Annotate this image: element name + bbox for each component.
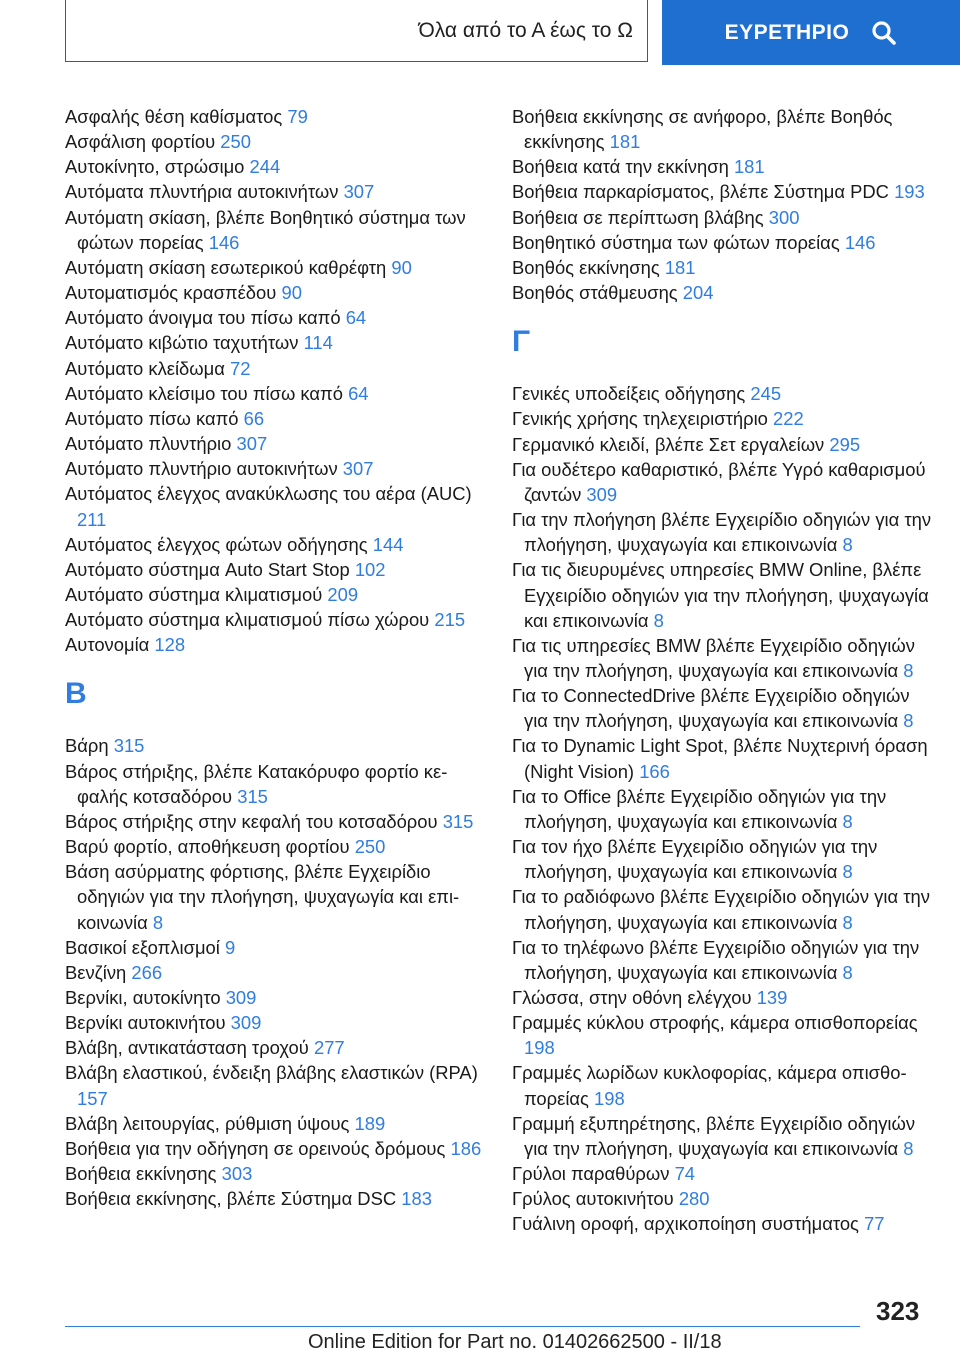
index-list-a bbox=[65, 104, 485, 657]
index-entry-text: Αυτόματο κιβώτιο ταχυτήτων bbox=[65, 332, 299, 354]
index-entry bbox=[512, 784, 932, 834]
index-entry-page-link[interactable]: 114 bbox=[303, 332, 333, 354]
index-entry-text: Γενικές υποδείξεις οδήγησης bbox=[512, 383, 746, 405]
index-entry-text: Αυτόματο σύστημα κλιματισμού bbox=[65, 583, 323, 605]
index-entry-text: Γλώσσα, στην οθόνη ελέγχου bbox=[512, 987, 752, 1008]
index-entry bbox=[65, 356, 485, 381]
index-entry-page-link[interactable]: 8 bbox=[903, 1137, 914, 1159]
index-entry-text: Αυτοματισμός κρασπέδου bbox=[65, 282, 277, 304]
index-entry bbox=[65, 1111, 485, 1136]
index-entry-text: Βάση ασύρματης φόρτισης, βλέπε Εγχειρίδιο οδηγιών για την πλοήγηση, ψυχαγωγία και επικοινωνία bbox=[65, 861, 460, 933]
index-entry-text: Αυτόματο σύστημα κλιματισμού πίσω χώρου bbox=[65, 609, 430, 631]
index-entry-page-link[interactable]: 146 bbox=[208, 231, 240, 253]
index-entry bbox=[512, 457, 932, 507]
index-entry-text: Για την πλοήγηση βλέπε Εγχειρίδιο οδηγιών για την πλοήγηση, ψυχαγωγία και επικοινωνία bbox=[512, 509, 932, 556]
index-entry-text: Βασικοί εξοπλισμοί bbox=[65, 936, 220, 958]
index-entry-page-link[interactable]: 307 bbox=[342, 458, 374, 480]
index-entry-page-link[interactable]: 309 bbox=[586, 483, 618, 505]
index-entry bbox=[65, 960, 485, 985]
index-entry-text: Βλάβη ελαστικού, ένδειξη βλάβης ελαστικών (RPA) bbox=[65, 1062, 478, 1084]
section-letter-b: Β bbox=[65, 677, 87, 711]
index-entry-page-link[interactable]: 9 bbox=[225, 936, 236, 958]
index-entry-page-link[interactable]: 211 bbox=[77, 508, 107, 530]
index-entry-page-link[interactable]: 181 bbox=[609, 131, 641, 153]
index-entry bbox=[65, 607, 485, 632]
index-entry-page-link[interactable]: 215 bbox=[434, 609, 466, 631]
index-entry bbox=[512, 179, 932, 204]
index-entry bbox=[512, 884, 932, 934]
index-entry bbox=[65, 733, 485, 758]
index-entry-page-link[interactable]: 266 bbox=[131, 961, 163, 983]
index-entry-text: Αυτόματη σκίαση εσωτερικού καθρέφτη bbox=[65, 256, 387, 278]
index-entry-text: Αυτόματα πλυντήρια αυτοκινήτων bbox=[65, 181, 339, 203]
index-entry-page-link[interactable]: 144 bbox=[372, 533, 404, 555]
index-entry-text: Γερμανικό κλειδί, βλέπε Σετ εργαλείων bbox=[512, 433, 825, 455]
index-entry bbox=[65, 1010, 485, 1035]
index-entry-text: Αυτόματο πίσω καπό bbox=[65, 407, 239, 429]
index-entry bbox=[512, 1060, 932, 1110]
index-entry-page-link[interactable]: 77 bbox=[864, 1213, 885, 1235]
index-entry bbox=[65, 1136, 485, 1161]
index-entry-page-link[interactable]: 8 bbox=[903, 710, 914, 732]
index-entry bbox=[512, 432, 932, 457]
index-entry-page-link[interactable]: 198 bbox=[594, 1087, 625, 1109]
index-entry-page-link[interactable]: 198 bbox=[524, 1037, 555, 1059]
index-entry-page-link[interactable]: 79 bbox=[287, 106, 308, 127]
index-entry-text: Γενικής χρήσης τηλεχειριστήριο bbox=[512, 408, 768, 430]
index-entry-text: Για τις υπηρεσίες BMW βλέπε Εγχειρίδιο οδηγιών για την πλοήγηση, ψυχαγωγία και επικοινωνία bbox=[512, 634, 915, 681]
index-entry bbox=[65, 859, 485, 934]
index-entry bbox=[512, 935, 932, 985]
index-entry-page-link[interactable]: 277 bbox=[313, 1037, 345, 1059]
index-entry-text: Αυτοκίνητο, στρώσιμο bbox=[65, 156, 245, 178]
index-entry-text: Γρύλοι παραθύρων bbox=[512, 1163, 670, 1185]
index-entry bbox=[512, 1161, 932, 1186]
index-entry bbox=[65, 179, 485, 204]
index-entry bbox=[65, 205, 485, 255]
index-entry bbox=[512, 381, 932, 406]
index-entry-page-link[interactable]: 244 bbox=[249, 156, 281, 178]
index-entry bbox=[65, 305, 485, 330]
index-entry-text: Για τον ήχο βλέπε Εγχειρίδιο οδηγιών για την πλοήγηση, ψυχαγωγία και επικοινωνία bbox=[512, 836, 878, 883]
index-entry bbox=[512, 507, 932, 557]
index-entry-text: Γυάλινη οροφή, αρχικοποίηση συστήματος bbox=[512, 1213, 859, 1235]
index-entry-text: Αυτόματο πλυντήριο αυτοκινήτων bbox=[65, 458, 338, 480]
index-entry-page-link[interactable]: 90 bbox=[281, 282, 302, 304]
index-entry-page-link[interactable]: 189 bbox=[354, 1112, 386, 1134]
index-entry-text: Ασφαλής θέση καθίσματος bbox=[65, 106, 283, 127]
page-number: 323 bbox=[876, 1296, 920, 1326]
index-entry-page-link[interactable]: 307 bbox=[236, 433, 268, 455]
index-entry-text: Αυτόματο κλείδωμα bbox=[65, 357, 225, 379]
index-entry-text: Για το Dynamic Light Spot, βλέπε Νυχτερινή όραση (Night Vision) bbox=[512, 735, 928, 782]
index-entry-page-link[interactable]: 222 bbox=[773, 408, 804, 430]
index-entry-text: Βοήθεια κατά την εκκίνηση bbox=[512, 156, 729, 178]
index-entry bbox=[512, 1010, 932, 1060]
index-entry-page-link[interactable]: 128 bbox=[154, 634, 186, 656]
index-entry bbox=[65, 557, 485, 582]
index-entry-text: Βοηθός στάθμευσης bbox=[512, 282, 678, 304]
index-entry-page-link[interactable]: 74 bbox=[674, 1163, 696, 1185]
index-entry-page-link[interactable]: 250 bbox=[354, 836, 386, 858]
footer-divider bbox=[65, 1326, 860, 1327]
search-icon[interactable] bbox=[871, 20, 897, 46]
index-entry-page-link[interactable]: 295 bbox=[829, 433, 861, 455]
index-entry bbox=[512, 1186, 932, 1211]
index-entry-text: Βάρη bbox=[65, 735, 109, 757]
index-entry-text: Για το ConnectedDrive βλέπε Εγχειρίδιο οδηγιών για την πλοήγηση, ψυχαγωγία και επικοινωνία bbox=[512, 685, 910, 732]
index-entry-page-link[interactable]: 309 bbox=[230, 1012, 262, 1034]
index-entry-text: Αυτόματος έλεγχος ανακύκλωσης του αέρα (AUC) bbox=[65, 483, 472, 505]
index-entry-text: Βοήθεια σε περίπτωση βλάβης bbox=[512, 206, 764, 228]
index-entry-text: Αυτόματη σκίαση, βλέπε Βοηθητικό σύστημα των φώτων πορείας bbox=[65, 206, 466, 253]
index-entry-page-link[interactable]: 245 bbox=[750, 383, 782, 405]
index-entry-page-link[interactable]: 315 bbox=[237, 785, 268, 807]
section-letter-g: Γ bbox=[512, 325, 531, 359]
index-list-b-continued bbox=[512, 104, 932, 305]
index-entry-text: Βερνίκι αυτοκινήτου bbox=[65, 1012, 226, 1034]
index-entry-page-link[interactable]: 186 bbox=[450, 1137, 482, 1159]
index-entry-page-link[interactable]: 307 bbox=[343, 181, 375, 203]
index-entry-page-link[interactable]: 8 bbox=[842, 961, 853, 983]
index-entry bbox=[512, 834, 932, 884]
index-entry-page-link[interactable]: 300 bbox=[768, 206, 800, 228]
index-entry-text: Για το τηλέφωνο βλέπε Εγχειρίδιο οδηγιών για την πλοήγηση, ψυχαγωγία και επικοινωνία bbox=[512, 936, 920, 983]
index-entry bbox=[512, 230, 932, 255]
index-entry-text: Βάρος στήριξης, βλέπε Κατακόρυφο φορτίο κεφαλής κοτσαδόρου bbox=[65, 760, 448, 807]
index-entry-page-link[interactable]: 8 bbox=[842, 534, 853, 556]
index-entry bbox=[65, 456, 485, 481]
index-entry-page-link[interactable]: 8 bbox=[842, 911, 853, 933]
index-entry-text: Βοήθεια για την οδήγηση σε ορεινούς δρόμους bbox=[65, 1137, 446, 1159]
index-entry-page-link[interactable]: 146 bbox=[844, 231, 876, 253]
index-entry-page-link[interactable]: 139 bbox=[756, 987, 788, 1008]
index-entry bbox=[512, 1111, 932, 1161]
index-entry-text: Βοηθός εκκίνησης bbox=[512, 256, 660, 278]
index-entry-text: Βοήθεια εκκίνησης bbox=[65, 1163, 217, 1185]
index-entry bbox=[65, 154, 485, 179]
index-entry-page-link[interactable]: 315 bbox=[442, 810, 474, 832]
index-entry-page-link[interactable]: 8 bbox=[653, 609, 664, 631]
index-entry bbox=[65, 481, 485, 531]
index-entry-page-link[interactable]: 250 bbox=[220, 131, 251, 153]
index-entry-page-link[interactable]: 8 bbox=[152, 911, 164, 933]
index-tab-all[interactable] bbox=[65, 0, 648, 62]
index-entry-page-link[interactable]: 209 bbox=[327, 583, 359, 605]
index-entry bbox=[512, 205, 932, 230]
index-entry bbox=[512, 985, 932, 1010]
index-entry-text: Αυτόματο κλείσιμο του πίσω καπό bbox=[65, 382, 343, 404]
index-entry bbox=[65, 582, 485, 607]
index-entry bbox=[512, 733, 932, 783]
index-entry-text: Αυτόματο σύστημα Auto Start Stop bbox=[65, 558, 350, 580]
index-entry-text: Για το Office βλέπε Εγχειρίδιο οδηγιών για την πλοήγηση, ψυχαγωγία και επικοινωνία bbox=[512, 785, 887, 832]
index-entry-text: Αυτόματο άνοιγμα του πίσω καπό bbox=[65, 307, 341, 329]
index-tab-label: Όλα από το Α έως το Ω bbox=[418, 18, 633, 42]
index-entry bbox=[65, 1161, 485, 1186]
index-entry-text: Για ουδέτερο καθαριστικό, βλέπε Υγρό καθαρισμού ζαντών bbox=[512, 458, 926, 505]
index-column-left bbox=[65, 104, 485, 1211]
index-entry bbox=[65, 1186, 485, 1211]
index-entry bbox=[512, 154, 932, 179]
index-entry-text: Αυτονομία bbox=[65, 634, 150, 656]
index-entry-page-link[interactable]: 90 bbox=[391, 256, 412, 278]
index-entry-text: Γραμμές λωρίδων κυκλοφορίας, κάμερα οπισθοπορείας bbox=[512, 1062, 907, 1109]
footer-edition-text: Online Edition for Part no. 01402662500 - II/18 bbox=[308, 1331, 722, 1353]
index-entry bbox=[65, 255, 485, 280]
index-entry-page-link[interactable]: 72 bbox=[230, 357, 251, 379]
index-entry-page-link[interactable]: 8 bbox=[903, 659, 914, 681]
index-entry-page-link[interactable]: 309 bbox=[225, 987, 257, 1008]
index-entry bbox=[512, 280, 932, 305]
index-entry-text: Βλάβη λειτουργίας, ρύθμιση ύψους bbox=[65, 1112, 350, 1134]
index-entry bbox=[65, 1060, 485, 1110]
index-entry bbox=[512, 557, 932, 632]
index-entry-text: Βοηθητικό σύστημα των φώτων πορείας bbox=[512, 231, 840, 253]
index-entry-text: Ασφάλιση φορτίου bbox=[65, 131, 216, 153]
index-entry bbox=[512, 406, 932, 431]
index-entry-text: Για το ραδιόφωνο βλέπε Εγχειρίδιο οδηγιών για την πλοήγηση, ψυχαγωγία και επικοινωνία bbox=[512, 886, 930, 933]
index-column-right bbox=[512, 104, 932, 1237]
index-entry-text: Βάρος στήριξης στην κεφαλή του κοτσαδόρου bbox=[65, 810, 438, 832]
index-entry-page-link[interactable]: 166 bbox=[639, 760, 670, 782]
index-entry bbox=[65, 406, 485, 431]
index-entry-page-link[interactable]: 181 bbox=[733, 156, 765, 178]
index-entry-text: Αυτόματο πλυντήριο bbox=[65, 433, 232, 455]
index-list-b bbox=[65, 733, 485, 1211]
index-entry bbox=[65, 1035, 485, 1060]
index-entry-page-link[interactable]: 64 bbox=[345, 307, 367, 329]
index-entry bbox=[512, 633, 932, 683]
index-entry-text: Βαρύ φορτίο, αποθήκευση φορτίου bbox=[65, 836, 350, 858]
index-entry-page-link[interactable]: 64 bbox=[348, 382, 369, 404]
index-entry-text: Γρύλος αυτοκινήτου bbox=[512, 1188, 674, 1210]
index-entry bbox=[65, 104, 485, 129]
index-entry bbox=[65, 834, 485, 859]
index-list-g bbox=[512, 381, 932, 1236]
index-entry bbox=[512, 683, 932, 733]
index-tab-search[interactable] bbox=[662, 0, 960, 65]
index-entry-page-link[interactable]: 181 bbox=[664, 256, 696, 278]
index-entry bbox=[65, 280, 485, 305]
index-entry bbox=[512, 1211, 932, 1236]
index-entry bbox=[512, 255, 932, 280]
index-entry bbox=[65, 381, 485, 406]
index-entry-text: Βενζίνη bbox=[65, 961, 127, 983]
index-entry-page-link[interactable]: 157 bbox=[77, 1087, 108, 1109]
index-entry-text: Βλάβη, αντικατάσταση τροχού bbox=[65, 1037, 309, 1059]
index-entry-page-link[interactable]: 8 bbox=[842, 861, 853, 883]
index-entry-text: Βοήθεια παρκαρίσματος, βλέπε Σύστημα PDC bbox=[512, 181, 889, 203]
index-entry bbox=[65, 935, 485, 960]
index-entry-text: Για τις διευρυμένες υπηρεσίες BMW Online, βλέπε Εγχειρίδιο οδηγιών για την πλοήγηση, ψυχαγωγία και επικοινωνία bbox=[512, 559, 929, 631]
index-entry-text: Γραμμές κύκλου στροφής, κάμερα οπισθοπορείας bbox=[512, 1012, 918, 1034]
index-entry bbox=[65, 985, 485, 1010]
index-tab-title: ΕΥΡΕΤΗΡΙΟ bbox=[724, 20, 850, 44]
index-entry-page-link[interactable]: 183 bbox=[401, 1188, 432, 1210]
index-entry-page-link[interactable]: 8 bbox=[842, 810, 853, 832]
index-entry-text: Αυτόματος έλεγχος φώτων οδήγησης bbox=[65, 533, 368, 555]
index-entry-text: Βοήθεια εκκίνησης σε ανήφορο, βλέπε Βοηθός εκκίνησης bbox=[512, 106, 893, 153]
index-entry bbox=[65, 330, 485, 355]
index-entry-page-link[interactable]: 303 bbox=[221, 1163, 253, 1185]
index-entry bbox=[65, 431, 485, 456]
index-entry-page-link[interactable]: 66 bbox=[243, 407, 265, 429]
index-entry-page-link[interactable]: 204 bbox=[682, 282, 714, 304]
index-entry bbox=[65, 129, 485, 154]
index-entry-page-link[interactable]: 193 bbox=[894, 181, 925, 203]
index-entry-page-link[interactable]: 315 bbox=[113, 735, 145, 757]
index-entry bbox=[65, 759, 485, 809]
index-entry-page-link[interactable]: 280 bbox=[678, 1188, 710, 1210]
index-entry bbox=[65, 532, 485, 557]
index-entry-text: Γραμμή εξυπηρέτησης, βλέπε Εγχειρίδιο οδηγιών για την πλοήγηση, ψυχαγωγία και επικοινωνία bbox=[512, 1112, 916, 1159]
index-entry bbox=[65, 809, 485, 834]
index-entry bbox=[512, 104, 932, 154]
index-entry-text: Βοήθεια εκκίνησης, βλέπε Σύστημα DSC bbox=[65, 1188, 397, 1210]
index-entry-text: Βερνίκι, αυτοκίνητο bbox=[65, 987, 221, 1008]
index-entry bbox=[65, 632, 485, 657]
index-entry-page-link[interactable]: 102 bbox=[354, 558, 386, 580]
